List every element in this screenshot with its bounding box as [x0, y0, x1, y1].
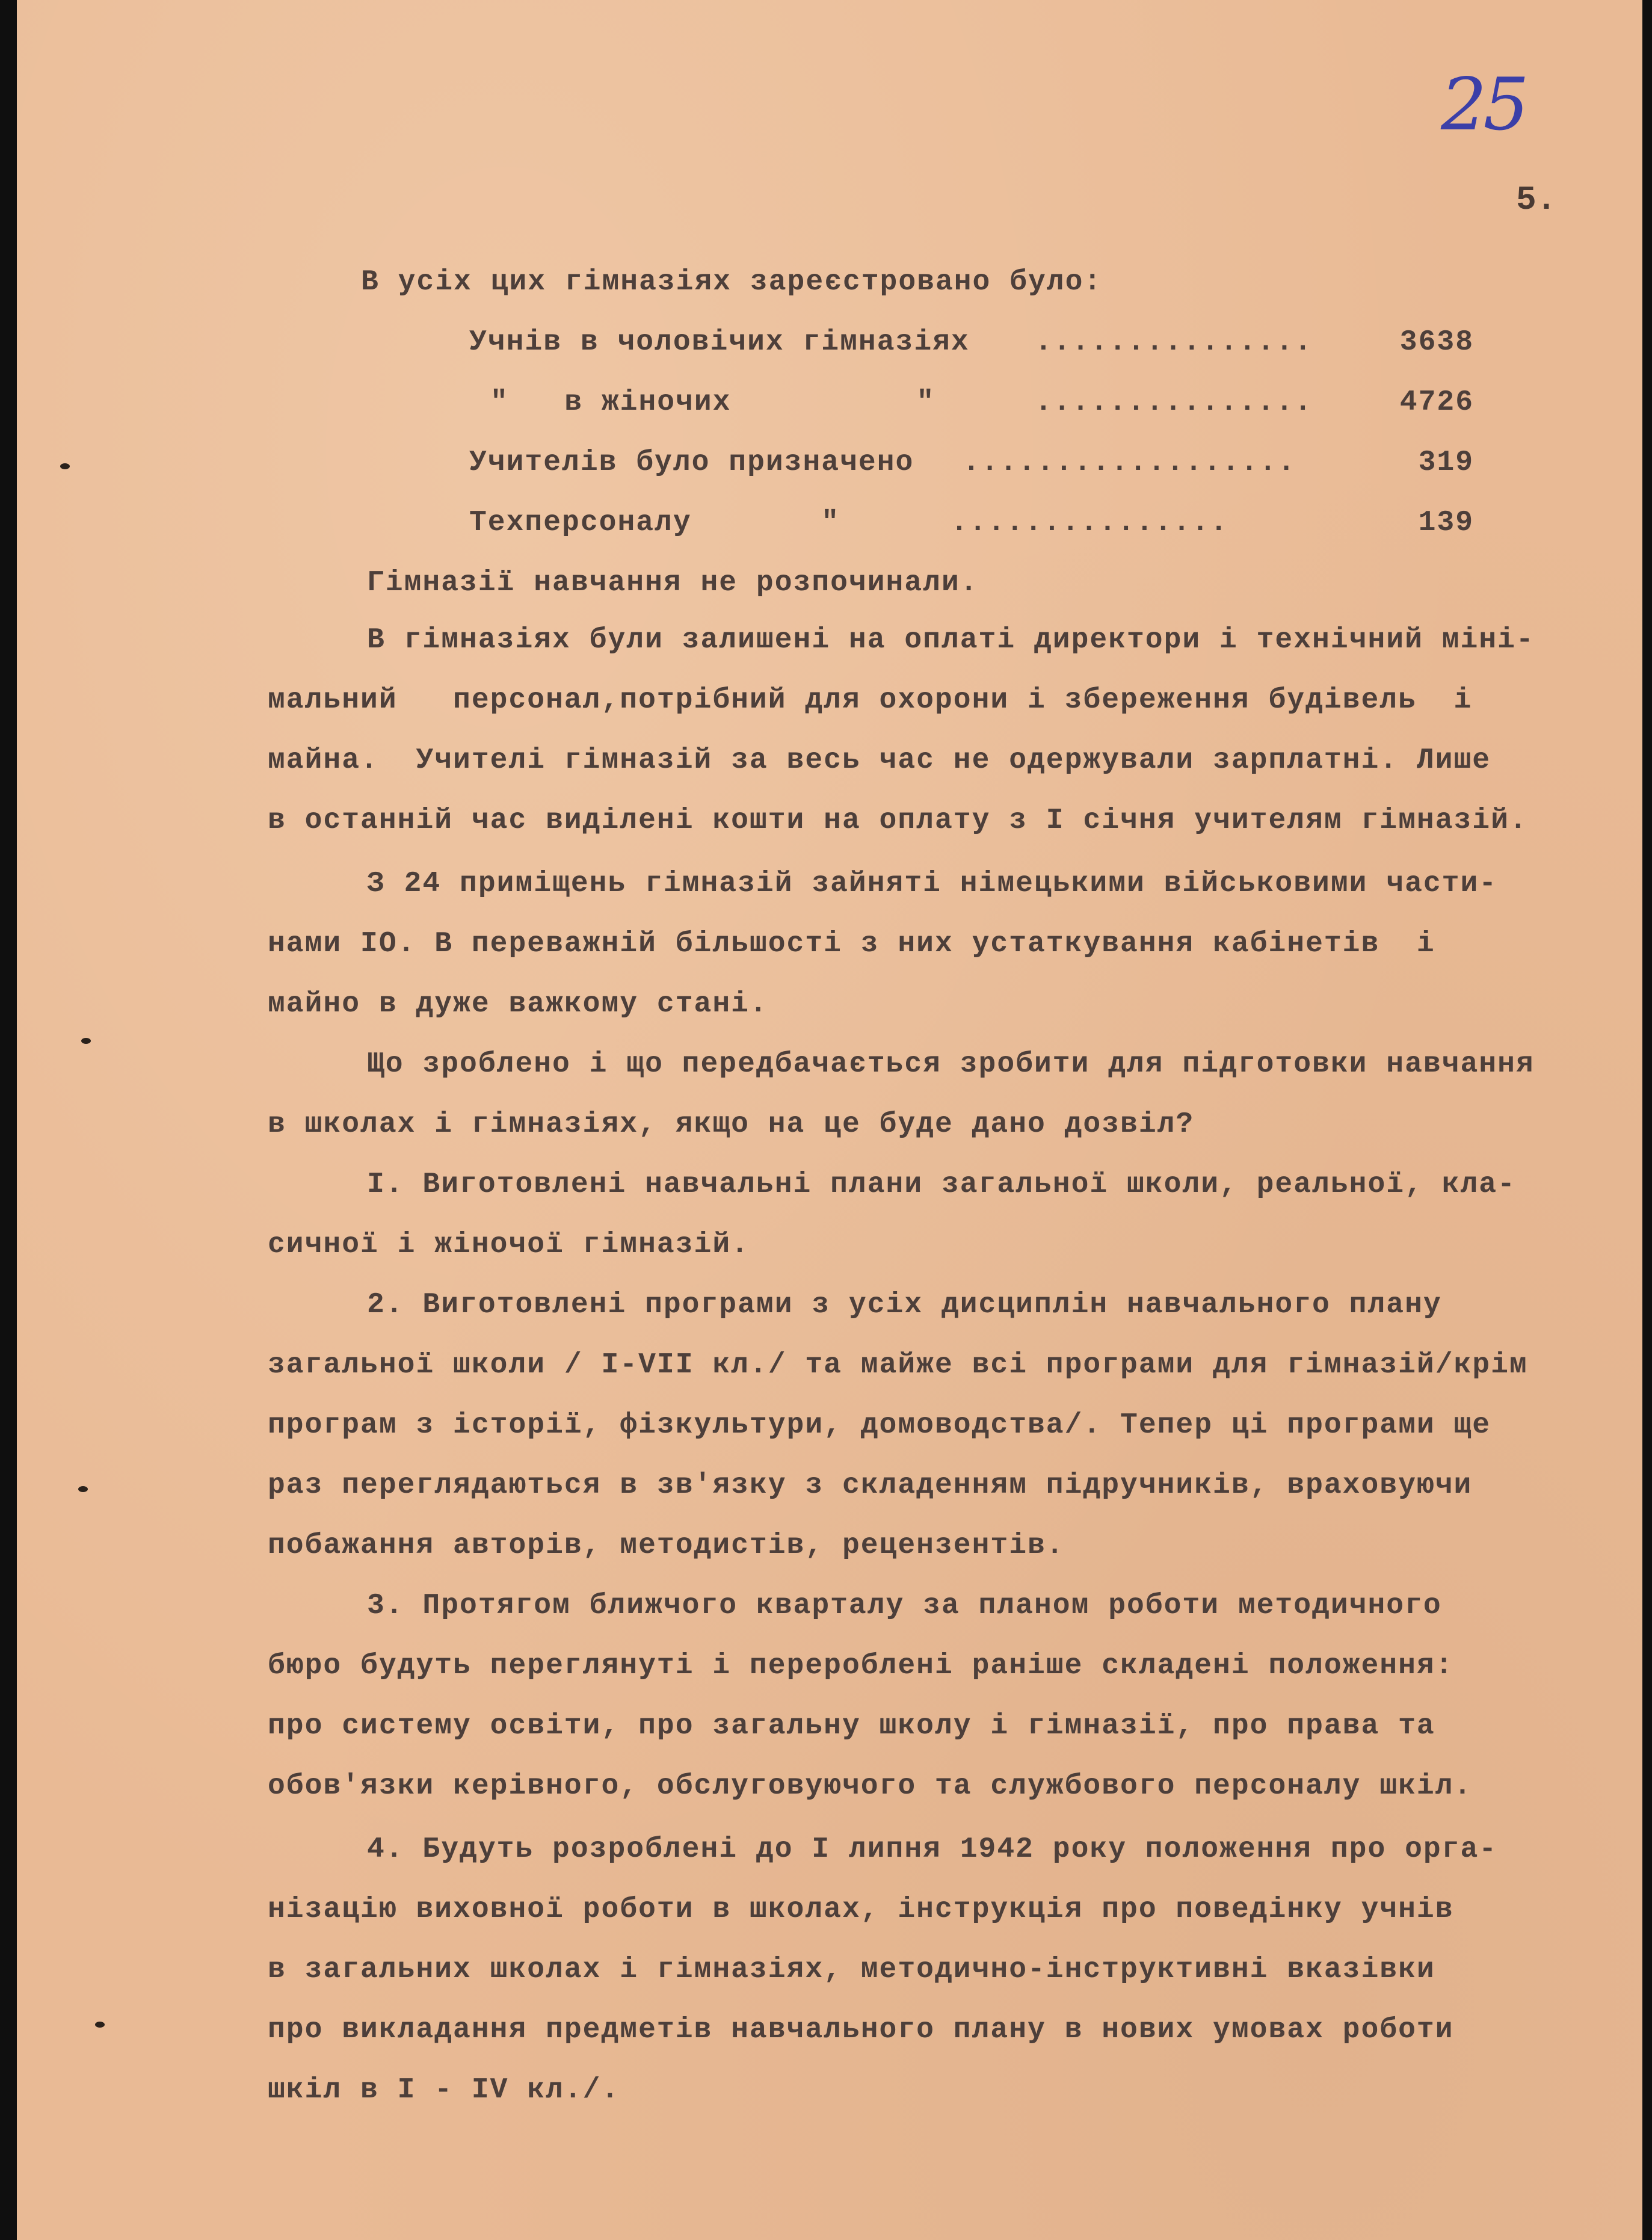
body-line: 3. Протягом ближчого кварталу за планом роботи методичного [367, 1590, 1442, 1622]
body-line: програм з історії, фізкультури, домоводства/. Тепер ці програми ще [268, 1409, 1491, 1442]
body-line: майна. Учителі гімназій за весь час не одержували зарплатні. Лише [268, 744, 1491, 777]
body-line: про викладання предметів навчального плану в нових умовах роботи [268, 2014, 1454, 2046]
stat-row [0, 388, 1652, 424]
stat-label: Учнів в чоловічих гімназіях [469, 326, 970, 359]
body-line: шкіл в I - IV кл./. [268, 2074, 620, 2106]
stat-value: 3638 [1399, 326, 1474, 359]
body-line: бюро будуть переглянуті і перероблені раніше складені положення: [268, 1650, 1454, 1682]
stat-leader-dots: .................. [963, 446, 1296, 479]
stat-label: Учителів було призначено [469, 446, 914, 479]
body-line: I. Виготовлені навчальні плани загальної школи, реальної, кла- [367, 1168, 1516, 1201]
body-line: мальний персонал,потрібний для охорони і збереження будівель і [268, 684, 1473, 717]
stat-label: " в жіночих " [490, 386, 935, 419]
archive-folio-number: 25 [1441, 63, 1526, 147]
body-line: нами IO. В переважній більшості з них устаткування кабінетів і [268, 928, 1435, 960]
stat-leader-dots: ............... [1035, 326, 1313, 359]
body-line: побажання авторів, методистів, рецензентів. [268, 1529, 1065, 1562]
stat-row [0, 448, 1652, 484]
body-line: в школах і гімназіях, якщо на це буде дано дозвіл? [268, 1108, 1195, 1141]
body-line: в загальних школах і гімназіях, методично-інструктивні вказівки [268, 1954, 1435, 1986]
stats-intro: В усіх цих гімназіях зареєстровано було: [361, 266, 1103, 298]
body-line: Що зроблено і що передбачається зробити для підготовки навчання [367, 1048, 1535, 1081]
stat-label: Техперсоналу " [469, 507, 840, 539]
body-line: В гімназіях були залишені на оплаті директори і технічний міні- [367, 624, 1535, 656]
binding-hole-mark [95, 2022, 105, 2028]
page-number: 5. [1516, 180, 1557, 219]
stat-value: 139 [1418, 507, 1474, 539]
binding-hole-mark [81, 1038, 91, 1044]
stat-leader-dots: ............... [951, 507, 1229, 539]
body-line: про систему освіти, про загальну школу і гімназії, про права та [268, 1710, 1435, 1742]
body-line: сичної і жіночої гімназій. [268, 1229, 750, 1261]
binding-hole-mark [78, 1486, 88, 1492]
body-line: в останній час виділені кошти на оплату з I січня учителям гімназій. [268, 804, 1528, 837]
stat-value: 319 [1418, 446, 1474, 479]
body-line: 2. Виготовлені програми з усіх дисциплін навчального плану [367, 1289, 1442, 1321]
body-line: нізацію виховної роботи в школах, інструкція про поведінку учнів [268, 1893, 1454, 1926]
body-line: раз переглядаються в зв'язку з складенням підручників, враховуючи [268, 1469, 1473, 1502]
body-line: З 24 приміщень гімназій зайняті німецькими військовими части- [367, 868, 1498, 900]
stat-row [0, 328, 1652, 364]
stat-value: 4726 [1399, 386, 1474, 419]
body-line: загальної школи / I-VII кл./ та майже всі програми для гімназій/крім [268, 1349, 1528, 1381]
stat-leader-dots: ............... [1035, 386, 1313, 419]
stat-row [0, 508, 1652, 545]
body-line: Гімназії навчання не розпочинали. [367, 567, 979, 599]
body-line: майно в дуже важкому стані. [268, 988, 768, 1020]
body-line: 4. Будуть розроблені до I липня 1942 року положення про орга- [367, 1833, 1498, 1866]
body-line: обов'язки керівного, обслуговуючого та службового персоналу шкіл. [268, 1770, 1473, 1803]
